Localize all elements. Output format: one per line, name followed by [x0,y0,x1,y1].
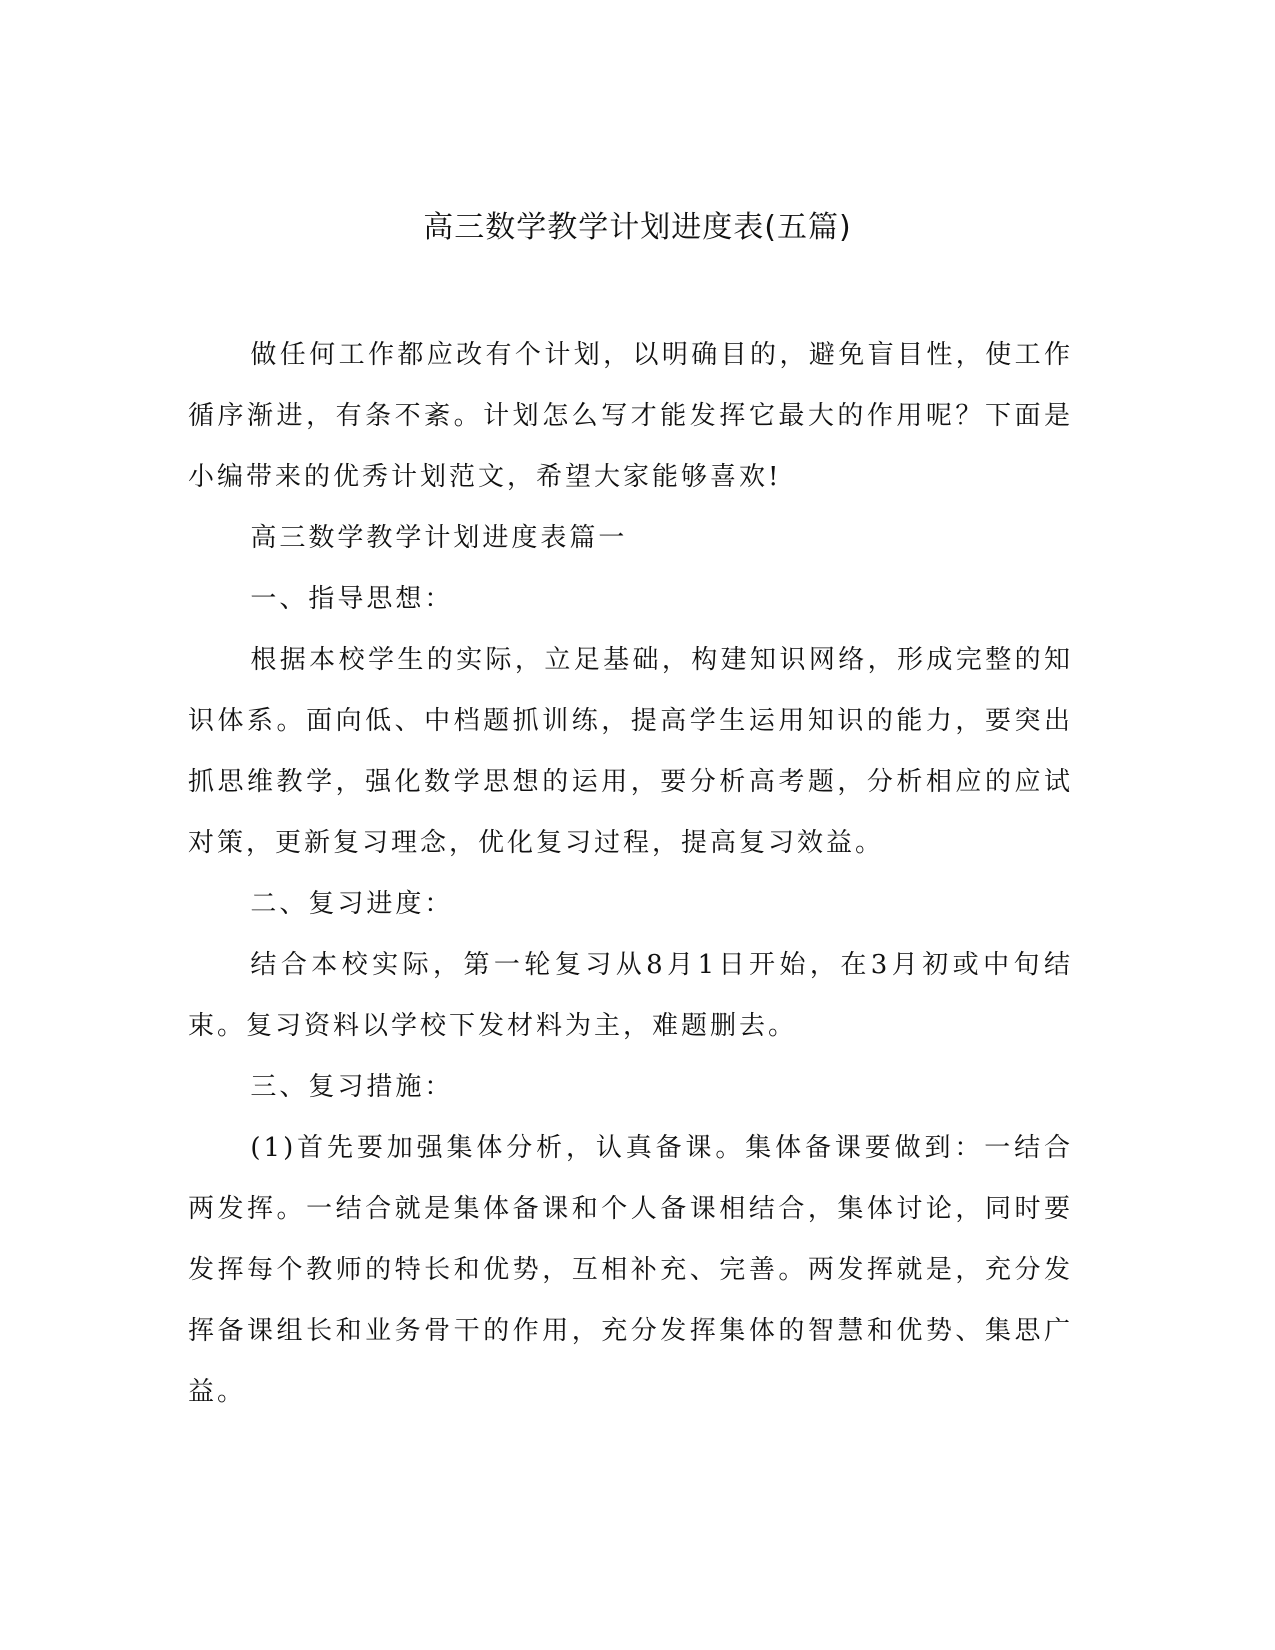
heading-review-measures: 三、复习措施： [250,1072,454,1102]
guiding-thought-paragraph: 根据本校学生的实际，立足基础，构建知识网络，形成完整的知识体系。面向低、中档题抓训练，提高学生运用知识的能力，要突出抓思维教学，强化数学思想的运用，要分析高考题，分析相应的应试对策，更新复习理念，优化复习过程，提高复习效益。 [188,645,1073,858]
heading-review-progress: 二、复习进度： [250,889,454,919]
section-title: 高三数学教学计划进度表篇一 [250,523,628,553]
review-measures-paragraph: (1)首先要加强集体分析，认真备课。集体备课要做到：一结合两发挥。一结合就是集体备课和个人备课相结合，集体讨论，同时要发挥每个教师的特长和优势，互相补充、完善。两发挥就是，充分发挥备课组长和业务骨干的作用，充分发挥集体的智慧和优势、集思广益。 [188,1133,1073,1407]
heading-guiding-thought: 一、指导思想： [250,584,454,614]
intro-paragraph: 做任何工作都应改有个计划，以明确目的，避免盲目性，使工作循序渐进，有条不紊。计划怎么写才能发挥它最大的作用呢？下面是小编带来的优秀计划范文，希望大家能够喜欢! [188,340,1073,492]
document-body [188,325,1073,1423]
review-progress-paragraph: 结合本校实际，第一轮复习从8月1日开始，在3月初或中旬结束。复习资料以学校下发材料为主，难题删去。 [188,950,1073,1041]
document-title: 高三数学教学计划进度表(五篇) [423,210,852,245]
